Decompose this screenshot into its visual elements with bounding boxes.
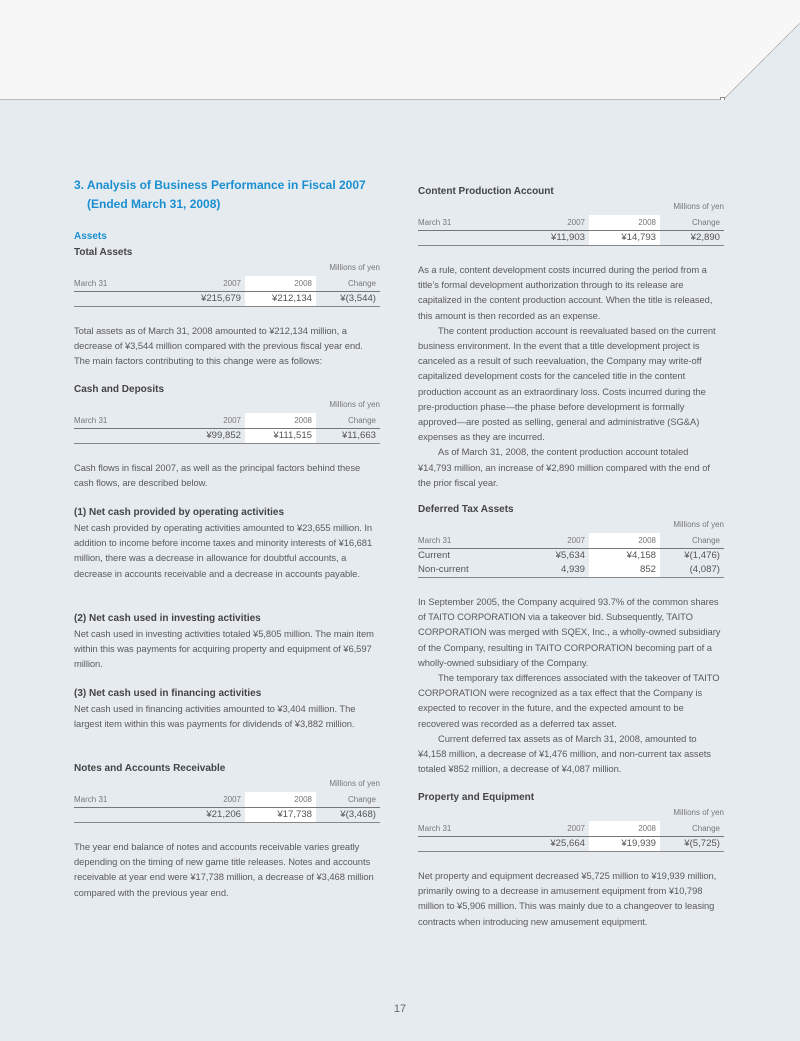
section-title: Notes and Accounts Receivable [74, 763, 226, 774]
unit-label: Millions of yen [673, 808, 724, 817]
column-header: Change [660, 821, 724, 837]
table-cell: 852 [589, 563, 660, 578]
property-equipment-section [418, 790, 724, 929]
table-cell: ¥(3,468) [316, 808, 380, 823]
row-label [74, 808, 175, 823]
column-header: March 31 [418, 533, 519, 549]
table-row [418, 563, 724, 578]
column-header: 2007 [519, 821, 589, 837]
table-row [418, 837, 724, 852]
table-row [74, 808, 380, 823]
data-table [74, 413, 380, 444]
paragraph: As of March 31, 2008, the content production account totaled ¥14,793 million, an increase of ¥2,890 million compared with the end of the prior fiscal year. [418, 446, 710, 488]
data-table [418, 533, 724, 578]
paragraph: Net property and equipment decreased ¥5,725 million to ¥19,939 million, primarily owing to a decrease in amusement equipment from ¥10,798 million to ¥5,906 million. This was mainly due to a changeover to leasing contracts when introducing new amusement equipment. [418, 870, 717, 927]
row-label: Current [418, 550, 450, 561]
column-header: 2008 [589, 215, 660, 231]
unit-label: Millions of yen [673, 520, 724, 529]
column-header: March 31 [418, 821, 519, 837]
page-number: 17 [393, 1003, 407, 1015]
section-title: Content Production Account [418, 186, 554, 197]
data-table [418, 821, 724, 852]
column-header: 2007 [175, 276, 245, 292]
paragraph: Net cash used in financing activities amounted to ¥3,404 million. The largest item within this was payments for dividends of ¥3,882 million. [74, 703, 356, 730]
table-cell: ¥99,852 [175, 429, 245, 444]
paragraph: In September 2005, the Company acquired 93.7% of the common shares of TAITO CORPORATION via a takeover bid. Subsequently, TAITO CORPORATION was merged with SQEX, Inc., a wholly-owned subsidiary of the Company, resulting in TAITO CORPORATION becoming part of a wholly-owned subsidiary of the Company. [418, 596, 721, 668]
section-title: Deferred Tax Assets [418, 504, 514, 515]
notes-receivable-section [74, 761, 380, 900]
content-production-section [418, 184, 724, 490]
column-header: Change [660, 533, 724, 549]
section-title: (1) Net cash provided by operating activities [74, 507, 285, 518]
assets-label: Assets [74, 231, 107, 242]
paragraph: Current deferred tax assets as of March 31, 2008, amounted to ¥4,158 million, a decrease of ¥1,476 million, and non-current tax assets totaled ¥852 million, a decrease of ¥4,087 million. [418, 732, 711, 775]
table-cell: ¥(1,476) [684, 550, 720, 561]
financing-activities-section [74, 686, 380, 731]
table-cell: ¥2,890 [660, 231, 724, 246]
row-label [418, 231, 519, 246]
paragraph: The temporary tax differences associated with the takeover of TAITO CORPORATION were recognized as a tax effect that the Company is expected to recover in the future, and the expected amount to be recovered was recorded as a deferred tax asset. [418, 672, 720, 729]
table-cell: (4,087) [660, 563, 724, 578]
unit-label: Millions of yen [329, 263, 380, 272]
section-title: (2) Net cash used in investing activities [74, 613, 261, 624]
unit-label: Millions of yen [329, 779, 380, 788]
table-cell: ¥21,206 [175, 808, 245, 823]
table-cell: ¥(3,544) [316, 292, 380, 307]
data-table [418, 215, 724, 246]
table-cell: ¥17,738 [245, 808, 316, 823]
column-header: Change [316, 792, 380, 808]
table-header-row [418, 215, 724, 231]
section-title: Cash and Deposits [74, 384, 165, 395]
table-header-row [418, 821, 724, 837]
investing-activities-section [74, 611, 380, 672]
cash-deposits-section [74, 382, 380, 490]
column-header: 2007 [175, 413, 245, 429]
row-label: Non-current [418, 563, 519, 578]
column-header: 2007 [519, 533, 589, 549]
table-cell: 4,939 [519, 563, 589, 578]
row-label [418, 837, 519, 852]
unit-label: Millions of yen [673, 202, 724, 211]
table-cell: ¥5,634 [555, 550, 585, 561]
paragraph: Net cash used in investing activities totaled ¥5,805 million. The main item within this was payments for acquiring property and equipment of ¥6,597 million. [74, 628, 374, 670]
column-header: 2008 [589, 821, 660, 837]
column-header: 2007 [519, 215, 589, 231]
page-header-decoration [0, 0, 800, 100]
table-cell: ¥212,134 [245, 292, 316, 307]
table-row [418, 231, 724, 246]
table-cell: ¥25,664 [519, 837, 589, 852]
table-header-row [418, 533, 724, 549]
table-header-row [74, 413, 380, 429]
table-cell: ¥11,663 [316, 429, 380, 444]
column-header: 2007 [175, 792, 245, 808]
column-header: 2008 [589, 533, 660, 549]
column-header: Change [316, 413, 380, 429]
unit-label: Millions of yen [329, 400, 380, 409]
data-table [74, 276, 380, 307]
column-header: Change [316, 276, 380, 292]
column-header: 2008 [245, 276, 316, 292]
heading-line1: 3. Analysis of Business Performance in Fiscal 2007 [74, 178, 366, 192]
column-header: March 31 [74, 413, 175, 429]
paragraph: The content production account is reevaluated based on the current business environment. In the event that a title development project is canceled as a result of such reevaluation, the Company may write-off capitalized development costs for the canceled title in the content production account as an extraordinary loss. Costs incurred during the pre-production phase—the phase before development is formally approved—are posted as selling, general and administrative (SG&A) expenses as they are incurred. [418, 324, 716, 443]
table-row [74, 292, 380, 307]
column-header: March 31 [74, 276, 175, 292]
operating-activities-section [74, 505, 380, 581]
table-row [418, 549, 724, 564]
table-cell: ¥(5,725) [660, 837, 724, 852]
table-cell: ¥14,793 [589, 231, 660, 246]
table-cell: ¥11,903 [519, 231, 589, 246]
column-header: 2008 [245, 413, 316, 429]
table-cell: ¥111,515 [245, 429, 316, 444]
table-row [74, 429, 380, 444]
section-title: Property and Equipment [418, 792, 535, 803]
total-assets-section [74, 245, 380, 369]
paragraph: Net cash provided by operating activities amounted to ¥23,655 million. In addition to income before income taxes and minority interests of ¥16,681 million, there was a decrease in allowance for doubtful accounts, a decrease in accounts receivable and a decrease in accounts payable. [74, 522, 373, 579]
table-header-row [74, 792, 380, 808]
row-label [74, 429, 175, 444]
row-label [74, 292, 175, 307]
paragraph: The year end balance of notes and accounts receivable varies greatly depending on the timing of new game title releases. Notes and accounts receivable at year end were ¥17,738 million, a decrease of ¥3,468 million compared with the previous year end. [74, 841, 374, 898]
table-cell: ¥19,939 [589, 837, 660, 852]
paragraph: Cash flows in fiscal 2007, as well as the principal factors behind these cash flows, are described below. [74, 462, 361, 489]
table-header-row [74, 276, 380, 292]
table-cell: ¥215,679 [175, 292, 245, 307]
column-header: March 31 [74, 792, 175, 808]
paragraph: As a rule, content development costs incurred during the period from a title’s formal development authorization through to its release are capitalized in the content production account. When the title is released, this amount is then recorded as an expense. [418, 264, 713, 321]
section-title: Total Assets [74, 247, 133, 258]
data-table [74, 792, 380, 823]
deferred-tax-section [418, 502, 724, 776]
table-cell: ¥4,158 [589, 549, 660, 564]
heading-line2: (Ended March 31, 2008) [87, 197, 221, 211]
paragraph: Total assets as of March 31, 2008 amounted to ¥212,134 million, a decrease of ¥3,544 million compared with the previous fiscal year end. The main factors contributing to this change were as follows: [74, 325, 363, 367]
column-header: 2008 [245, 792, 316, 808]
column-header: March 31 [418, 215, 519, 231]
section-heading [74, 176, 380, 214]
section-title: (3) Net cash used in financing activities [74, 688, 262, 699]
column-header: Change [660, 215, 724, 231]
